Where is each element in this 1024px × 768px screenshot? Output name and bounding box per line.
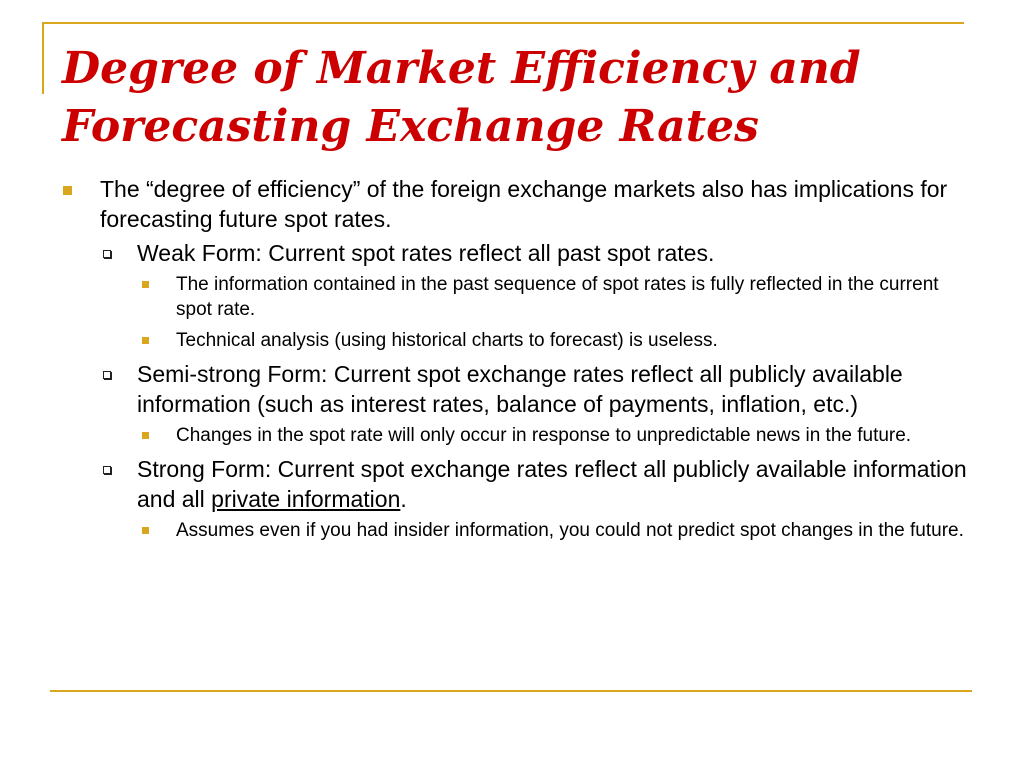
private-information-link[interactable]: private information <box>211 486 401 512</box>
bullet-strong-point-1 <box>60 518 970 543</box>
slide-body <box>60 174 970 549</box>
bullet-strong-form <box>60 454 970 514</box>
bullet-semi-strong-point-1 <box>60 423 970 448</box>
frame-bottom-rule <box>50 690 972 692</box>
bullet-semi-strong-form <box>60 359 970 419</box>
bullet-intro <box>60 174 970 234</box>
bullet-intro-text: The “degree of efficiency” of the foreign exchange markets also has implications for forecasting future spot rates. <box>100 176 948 232</box>
bullet-weak-form <box>60 238 970 268</box>
slide-title: Degree of Market Efficiency and Forecasting Exchange Rates <box>62 43 861 152</box>
bullet-strong-form-text <box>137 456 967 512</box>
small-filled-square-bullet-icon <box>142 527 149 534</box>
hollow-square-bullet-icon <box>103 466 111 474</box>
bullet-semi-strong-form-text: Semi-strong Form: Current spot exchange rates reflect all publicly available information (such as interest rates, balance of payments, inflation, etc.) <box>137 361 903 417</box>
bullet-weak-point-2-text: Technical analysis (using historical charts to forecast) is useless. <box>176 330 718 351</box>
hollow-square-bullet-icon <box>103 250 111 258</box>
small-filled-square-bullet-icon <box>142 337 149 344</box>
bullet-weak-point-2 <box>60 328 970 353</box>
bullet-strong-point-1-text: Assumes even if you had insider information, you could not predict spot changes in the future. <box>176 520 964 541</box>
bullet-weak-point-1 <box>60 272 970 322</box>
small-filled-square-bullet-icon <box>142 281 149 288</box>
bullet-weak-point-1-text: The information contained in the past sequence of spot rates is fully reflected in the current spot rate. <box>176 274 939 320</box>
small-filled-square-bullet-icon <box>142 432 149 439</box>
hollow-square-bullet-icon <box>103 371 111 379</box>
frame-left-rule <box>42 22 44 94</box>
bullet-strong-form-suffix: . <box>400 486 407 512</box>
bullet-weak-form-text: Weak Form: Current spot rates reflect all past spot rates. <box>137 240 715 266</box>
bullet-strong-form-prefix: Strong Form: Current spot exchange rates reflect all publicly available information and all <box>137 456 967 512</box>
frame-top-rule <box>42 22 964 24</box>
bullet-semi-strong-point-1-text: Changes in the spot rate will only occur in response to unpredictable news in the future. <box>176 425 912 446</box>
filled-square-bullet-icon <box>63 186 72 195</box>
